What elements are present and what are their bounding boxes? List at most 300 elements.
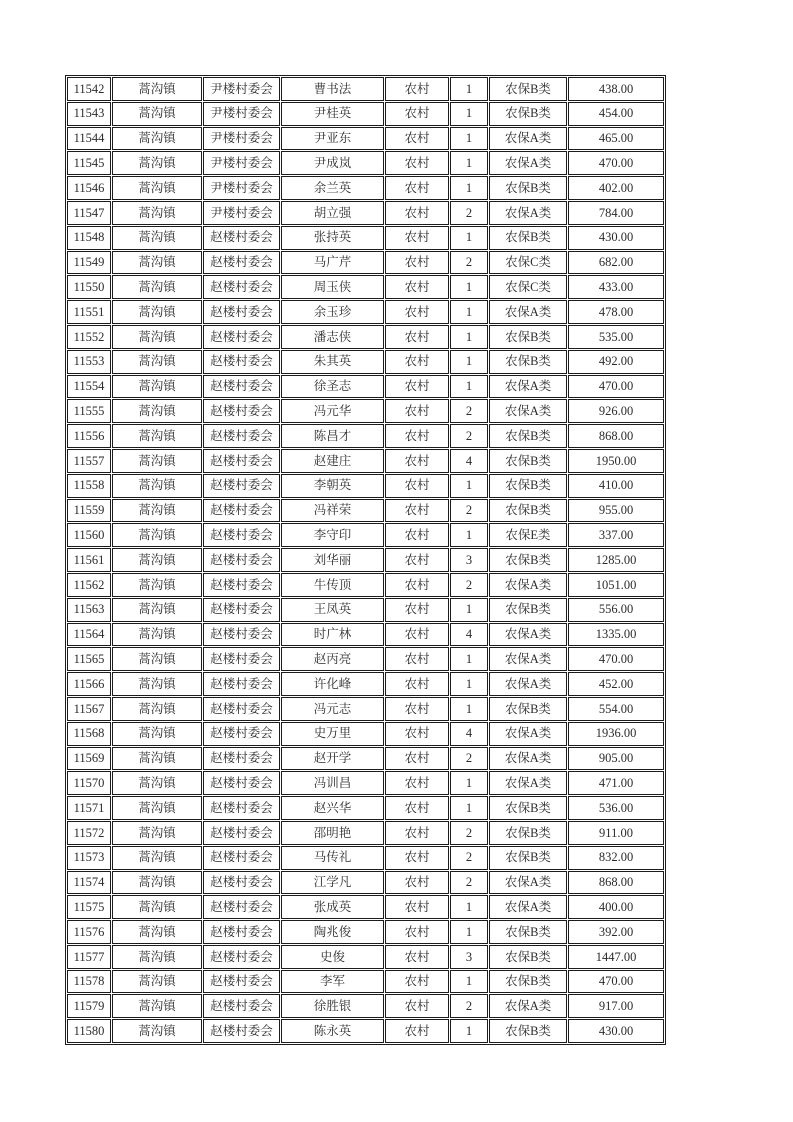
village-cell: 赵楼村委会 — [203, 474, 280, 498]
category-cell: 农村 — [385, 77, 449, 101]
category-cell: 农村 — [385, 350, 449, 374]
town-cell: 蒿沟镇 — [112, 747, 202, 771]
name-cell: 潘志侠 — [281, 325, 384, 349]
amount-cell: 1950.00 — [568, 449, 664, 473]
amount-cell: 536.00 — [568, 796, 664, 820]
name-cell: 冯元华 — [281, 399, 384, 423]
village-cell: 赵楼村委会 — [203, 846, 280, 870]
village-cell: 赵楼村委会 — [203, 722, 280, 746]
insurance-type-cell: 农保B类 — [489, 846, 567, 870]
table-row — [67, 499, 664, 523]
insurance-type-cell: 农保B类 — [489, 350, 567, 374]
table-row — [67, 77, 664, 101]
amount-cell: 682.00 — [568, 251, 664, 275]
count-cell: 2 — [450, 424, 488, 448]
town-cell: 蒿沟镇 — [112, 722, 202, 746]
table-row — [67, 424, 664, 448]
count-cell: 1 — [450, 1019, 488, 1043]
town-cell: 蒿沟镇 — [112, 771, 202, 795]
town-cell: 蒿沟镇 — [112, 226, 202, 250]
town-cell: 蒿沟镇 — [112, 77, 202, 101]
insurance-type-cell: 农保B类 — [489, 77, 567, 101]
category-cell: 农村 — [385, 771, 449, 795]
category-cell: 农村 — [385, 201, 449, 225]
name-cell: 李守印 — [281, 523, 384, 547]
category-cell: 农村 — [385, 523, 449, 547]
insurance-type-cell: 农保B类 — [489, 821, 567, 845]
amount-cell: 1936.00 — [568, 722, 664, 746]
seq-cell: 11568 — [67, 722, 111, 746]
village-cell: 尹楼村委会 — [203, 102, 280, 126]
insurance-type-cell: 农保C类 — [489, 275, 567, 299]
village-cell: 赵楼村委会 — [203, 449, 280, 473]
name-cell: 刘华丽 — [281, 548, 384, 572]
name-cell: 徐圣志 — [281, 375, 384, 399]
category-cell: 农村 — [385, 722, 449, 746]
amount-cell: 478.00 — [568, 300, 664, 324]
amount-cell: 470.00 — [568, 970, 664, 994]
name-cell: 冯元志 — [281, 697, 384, 721]
seq-cell: 11561 — [67, 548, 111, 572]
count-cell: 1 — [450, 672, 488, 696]
seq-cell: 11564 — [67, 623, 111, 647]
name-cell: 曹书法 — [281, 77, 384, 101]
insurance-type-cell: 农保C类 — [489, 251, 567, 275]
count-cell: 1 — [450, 275, 488, 299]
count-cell: 1 — [450, 920, 488, 944]
seq-cell: 11548 — [67, 226, 111, 250]
seq-cell: 11580 — [67, 1019, 111, 1043]
village-cell: 赵楼村委会 — [203, 771, 280, 795]
seq-cell: 11571 — [67, 796, 111, 820]
village-cell: 赵楼村委会 — [203, 275, 280, 299]
count-cell: 3 — [450, 945, 488, 969]
amount-cell: 400.00 — [568, 895, 664, 919]
table-row — [67, 300, 664, 324]
insurance-type-cell: 农保B类 — [489, 449, 567, 473]
name-cell: 李军 — [281, 970, 384, 994]
town-cell: 蒿沟镇 — [112, 350, 202, 374]
seq-cell: 11546 — [67, 176, 111, 200]
table-row — [67, 399, 664, 423]
name-cell: 时广林 — [281, 623, 384, 647]
town-cell: 蒿沟镇 — [112, 573, 202, 597]
table-row — [67, 226, 664, 250]
name-cell: 陈永英 — [281, 1019, 384, 1043]
category-cell: 农村 — [385, 871, 449, 895]
count-cell: 3 — [450, 548, 488, 572]
count-cell: 1 — [450, 598, 488, 622]
seq-cell: 11579 — [67, 994, 111, 1018]
table-row — [67, 201, 664, 225]
insurance-type-cell: 农保A类 — [489, 895, 567, 919]
amount-cell: 438.00 — [568, 77, 664, 101]
table-row — [67, 747, 664, 771]
village-cell: 赵楼村委会 — [203, 598, 280, 622]
count-cell: 1 — [450, 375, 488, 399]
category-cell: 农村 — [385, 573, 449, 597]
amount-cell: 470.00 — [568, 647, 664, 671]
count-cell: 2 — [450, 399, 488, 423]
count-cell: 2 — [450, 499, 488, 523]
village-cell: 赵楼村委会 — [203, 499, 280, 523]
village-cell: 赵楼村委会 — [203, 821, 280, 845]
village-cell: 赵楼村委会 — [203, 325, 280, 349]
village-cell: 赵楼村委会 — [203, 424, 280, 448]
name-cell: 胡立强 — [281, 201, 384, 225]
name-cell: 李朝英 — [281, 474, 384, 498]
name-cell: 马广芹 — [281, 251, 384, 275]
category-cell: 农村 — [385, 399, 449, 423]
table-row — [67, 647, 664, 671]
amount-cell: 955.00 — [568, 499, 664, 523]
town-cell: 蒿沟镇 — [112, 672, 202, 696]
amount-cell: 430.00 — [568, 1019, 664, 1043]
table-row — [67, 1019, 664, 1043]
name-cell: 朱其英 — [281, 350, 384, 374]
insurance-type-cell: 农保A类 — [489, 672, 567, 696]
count-cell: 1 — [450, 895, 488, 919]
seq-cell: 11577 — [67, 945, 111, 969]
amount-cell: 492.00 — [568, 350, 664, 374]
amount-cell: 1051.00 — [568, 573, 664, 597]
village-cell: 尹楼村委会 — [203, 151, 280, 175]
count-cell: 2 — [450, 871, 488, 895]
town-cell: 蒿沟镇 — [112, 300, 202, 324]
amount-cell: 470.00 — [568, 151, 664, 175]
table-row — [67, 275, 664, 299]
table-row — [67, 846, 664, 870]
table-row — [67, 127, 664, 151]
town-cell: 蒿沟镇 — [112, 151, 202, 175]
insurance-type-cell: 农保B类 — [489, 499, 567, 523]
table-row — [67, 771, 664, 795]
count-cell: 1 — [450, 796, 488, 820]
amount-cell: 911.00 — [568, 821, 664, 845]
amount-cell: 402.00 — [568, 176, 664, 200]
table-row — [67, 375, 664, 399]
table-row — [67, 523, 664, 547]
category-cell: 农村 — [385, 226, 449, 250]
seq-cell: 11575 — [67, 895, 111, 919]
amount-cell: 926.00 — [568, 399, 664, 423]
village-cell: 赵楼村委会 — [203, 375, 280, 399]
town-cell: 蒿沟镇 — [112, 548, 202, 572]
category-cell: 农村 — [385, 846, 449, 870]
amount-cell: 554.00 — [568, 697, 664, 721]
insurance-type-cell: 农保A类 — [489, 300, 567, 324]
insurance-type-cell: 农保B类 — [489, 548, 567, 572]
table-row — [67, 672, 664, 696]
name-cell: 尹成岚 — [281, 151, 384, 175]
count-cell: 1 — [450, 647, 488, 671]
insurance-type-cell: 农保B类 — [489, 226, 567, 250]
table-row — [67, 598, 664, 622]
insurance-type-cell: 农保B类 — [489, 945, 567, 969]
category-cell: 农村 — [385, 920, 449, 944]
name-cell: 陶兆俊 — [281, 920, 384, 944]
count-cell: 4 — [450, 623, 488, 647]
category-cell: 农村 — [385, 151, 449, 175]
table-row — [67, 151, 664, 175]
name-cell: 周玉侠 — [281, 275, 384, 299]
seq-cell: 11543 — [67, 102, 111, 126]
town-cell: 蒿沟镇 — [112, 449, 202, 473]
town-cell: 蒿沟镇 — [112, 846, 202, 870]
town-cell: 蒿沟镇 — [112, 871, 202, 895]
insurance-type-cell: 农保A类 — [489, 771, 567, 795]
name-cell: 余玉珍 — [281, 300, 384, 324]
category-cell: 农村 — [385, 127, 449, 151]
count-cell: 4 — [450, 722, 488, 746]
village-cell: 赵楼村委会 — [203, 548, 280, 572]
village-cell: 赵楼村委会 — [203, 697, 280, 721]
insurance-type-cell: 农保B类 — [489, 1019, 567, 1043]
seq-cell: 11562 — [67, 573, 111, 597]
insurance-type-cell: 农保B类 — [489, 697, 567, 721]
town-cell: 蒿沟镇 — [112, 424, 202, 448]
table-row — [67, 102, 664, 126]
category-cell: 农村 — [385, 623, 449, 647]
seq-cell: 11574 — [67, 871, 111, 895]
category-cell: 农村 — [385, 548, 449, 572]
amount-cell: 784.00 — [568, 201, 664, 225]
seq-cell: 11545 — [67, 151, 111, 175]
amount-cell: 471.00 — [568, 771, 664, 795]
insurance-type-cell: 农保B类 — [489, 176, 567, 200]
category-cell: 农村 — [385, 895, 449, 919]
seq-cell: 11573 — [67, 846, 111, 870]
name-cell: 牛传顶 — [281, 573, 384, 597]
count-cell: 2 — [450, 201, 488, 225]
village-cell: 赵楼村委会 — [203, 1019, 280, 1043]
town-cell: 蒿沟镇 — [112, 399, 202, 423]
table-row — [67, 895, 664, 919]
count-cell: 2 — [450, 994, 488, 1018]
count-cell: 1 — [450, 474, 488, 498]
category-cell: 农村 — [385, 499, 449, 523]
village-cell: 赵楼村委会 — [203, 623, 280, 647]
insurance-type-cell: 农保A类 — [489, 871, 567, 895]
insurance-type-cell: 农保B类 — [489, 325, 567, 349]
category-cell: 农村 — [385, 251, 449, 275]
town-cell: 蒿沟镇 — [112, 275, 202, 299]
category-cell: 农村 — [385, 1019, 449, 1043]
amount-cell: 1285.00 — [568, 548, 664, 572]
count-cell: 1 — [450, 102, 488, 126]
category-cell: 农村 — [385, 325, 449, 349]
insurance-type-cell: 农保A类 — [489, 127, 567, 151]
seq-cell: 11560 — [67, 523, 111, 547]
town-cell: 蒿沟镇 — [112, 474, 202, 498]
town-cell: 蒿沟镇 — [112, 994, 202, 1018]
insurance-type-cell: 农保A类 — [489, 994, 567, 1018]
count-cell: 2 — [450, 573, 488, 597]
name-cell: 赵开学 — [281, 747, 384, 771]
table-row — [67, 697, 664, 721]
insurance-type-cell: 农保B类 — [489, 424, 567, 448]
village-cell: 赵楼村委会 — [203, 251, 280, 275]
pension-roster-table — [65, 75, 666, 1045]
category-cell: 农村 — [385, 672, 449, 696]
count-cell: 4 — [450, 449, 488, 473]
insurance-type-cell: 农保A类 — [489, 375, 567, 399]
insurance-type-cell: 农保B类 — [489, 474, 567, 498]
name-cell: 冯训昌 — [281, 771, 384, 795]
table-row — [67, 325, 664, 349]
category-cell: 农村 — [385, 449, 449, 473]
pension-table-body — [67, 77, 664, 1043]
count-cell: 1 — [450, 523, 488, 547]
name-cell: 冯祥荣 — [281, 499, 384, 523]
category-cell: 农村 — [385, 796, 449, 820]
amount-cell: 430.00 — [568, 226, 664, 250]
insurance-type-cell: 农保B类 — [489, 102, 567, 126]
town-cell: 蒿沟镇 — [112, 102, 202, 126]
count-cell: 1 — [450, 176, 488, 200]
name-cell: 史俊 — [281, 945, 384, 969]
name-cell: 陈昌才 — [281, 424, 384, 448]
seq-cell: 11555 — [67, 399, 111, 423]
town-cell: 蒿沟镇 — [112, 325, 202, 349]
seq-cell: 11566 — [67, 672, 111, 696]
seq-cell: 11563 — [67, 598, 111, 622]
amount-cell: 337.00 — [568, 523, 664, 547]
table-row — [67, 945, 664, 969]
insurance-type-cell: 农保A类 — [489, 151, 567, 175]
count-cell: 1 — [450, 325, 488, 349]
amount-cell: 905.00 — [568, 747, 664, 771]
town-cell: 蒿沟镇 — [112, 920, 202, 944]
town-cell: 蒿沟镇 — [112, 598, 202, 622]
category-cell: 农村 — [385, 598, 449, 622]
amount-cell: 868.00 — [568, 424, 664, 448]
table-row — [67, 573, 664, 597]
village-cell: 赵楼村委会 — [203, 300, 280, 324]
category-cell: 农村 — [385, 375, 449, 399]
table-row — [67, 871, 664, 895]
table-row — [67, 994, 664, 1018]
category-cell: 农村 — [385, 647, 449, 671]
category-cell: 农村 — [385, 747, 449, 771]
amount-cell: 392.00 — [568, 920, 664, 944]
seq-cell: 11544 — [67, 127, 111, 151]
seq-cell: 11569 — [67, 747, 111, 771]
category-cell: 农村 — [385, 945, 449, 969]
insurance-type-cell: 农保A类 — [489, 623, 567, 647]
town-cell: 蒿沟镇 — [112, 623, 202, 647]
count-cell: 1 — [450, 350, 488, 374]
name-cell: 王凤英 — [281, 598, 384, 622]
insurance-type-cell: 农保A类 — [489, 722, 567, 746]
count-cell: 1 — [450, 77, 488, 101]
seq-cell: 11557 — [67, 449, 111, 473]
village-cell: 赵楼村委会 — [203, 895, 280, 919]
name-cell: 史万里 — [281, 722, 384, 746]
table-row — [67, 548, 664, 572]
amount-cell: 1335.00 — [568, 623, 664, 647]
name-cell: 赵丙亮 — [281, 647, 384, 671]
table-row — [67, 623, 664, 647]
seq-cell: 11554 — [67, 375, 111, 399]
table-row — [67, 474, 664, 498]
seq-cell: 11567 — [67, 697, 111, 721]
town-cell: 蒿沟镇 — [112, 127, 202, 151]
count-cell: 2 — [450, 747, 488, 771]
name-cell: 马传礼 — [281, 846, 384, 870]
seq-cell: 11552 — [67, 325, 111, 349]
count-cell: 1 — [450, 970, 488, 994]
count-cell: 1 — [450, 151, 488, 175]
amount-cell: 452.00 — [568, 672, 664, 696]
seq-cell: 11551 — [67, 300, 111, 324]
seq-cell: 11576 — [67, 920, 111, 944]
amount-cell: 917.00 — [568, 994, 664, 1018]
name-cell: 余兰英 — [281, 176, 384, 200]
town-cell: 蒿沟镇 — [112, 895, 202, 919]
insurance-type-cell: 农保A类 — [489, 201, 567, 225]
name-cell: 赵建庄 — [281, 449, 384, 473]
insurance-type-cell: 农保B类 — [489, 598, 567, 622]
town-cell: 蒿沟镇 — [112, 201, 202, 225]
seq-cell: 11578 — [67, 970, 111, 994]
seq-cell: 11556 — [67, 424, 111, 448]
village-cell: 赵楼村委会 — [203, 945, 280, 969]
name-cell: 徐胜银 — [281, 994, 384, 1018]
table-row — [67, 796, 664, 820]
village-cell: 赵楼村委会 — [203, 350, 280, 374]
name-cell: 江学凡 — [281, 871, 384, 895]
town-cell: 蒿沟镇 — [112, 1019, 202, 1043]
amount-cell: 1447.00 — [568, 945, 664, 969]
village-cell: 赵楼村委会 — [203, 920, 280, 944]
town-cell: 蒿沟镇 — [112, 375, 202, 399]
count-cell: 1 — [450, 697, 488, 721]
seq-cell: 11559 — [67, 499, 111, 523]
insurance-type-cell: 农保B类 — [489, 796, 567, 820]
name-cell: 许化峰 — [281, 672, 384, 696]
table-row — [67, 722, 664, 746]
seq-cell: 11572 — [67, 821, 111, 845]
amount-cell: 868.00 — [568, 871, 664, 895]
seq-cell: 11549 — [67, 251, 111, 275]
village-cell: 尹楼村委会 — [203, 176, 280, 200]
amount-cell: 470.00 — [568, 375, 664, 399]
table-row — [67, 449, 664, 473]
village-cell: 赵楼村委会 — [203, 970, 280, 994]
village-cell: 赵楼村委会 — [203, 871, 280, 895]
seq-cell: 11553 — [67, 350, 111, 374]
town-cell: 蒿沟镇 — [112, 523, 202, 547]
town-cell: 蒿沟镇 — [112, 647, 202, 671]
category-cell: 农村 — [385, 970, 449, 994]
insurance-type-cell: 农保A类 — [489, 573, 567, 597]
count-cell: 1 — [450, 771, 488, 795]
name-cell: 尹亚东 — [281, 127, 384, 151]
town-cell: 蒿沟镇 — [112, 697, 202, 721]
category-cell: 农村 — [385, 275, 449, 299]
category-cell: 农村 — [385, 424, 449, 448]
town-cell: 蒿沟镇 — [112, 499, 202, 523]
insurance-type-cell: 农保B类 — [489, 970, 567, 994]
village-cell: 赵楼村委会 — [203, 796, 280, 820]
village-cell: 尹楼村委会 — [203, 77, 280, 101]
town-cell: 蒿沟镇 — [112, 176, 202, 200]
village-cell: 尹楼村委会 — [203, 127, 280, 151]
insurance-type-cell: 农保A类 — [489, 647, 567, 671]
name-cell: 张成英 — [281, 895, 384, 919]
amount-cell: 454.00 — [568, 102, 664, 126]
